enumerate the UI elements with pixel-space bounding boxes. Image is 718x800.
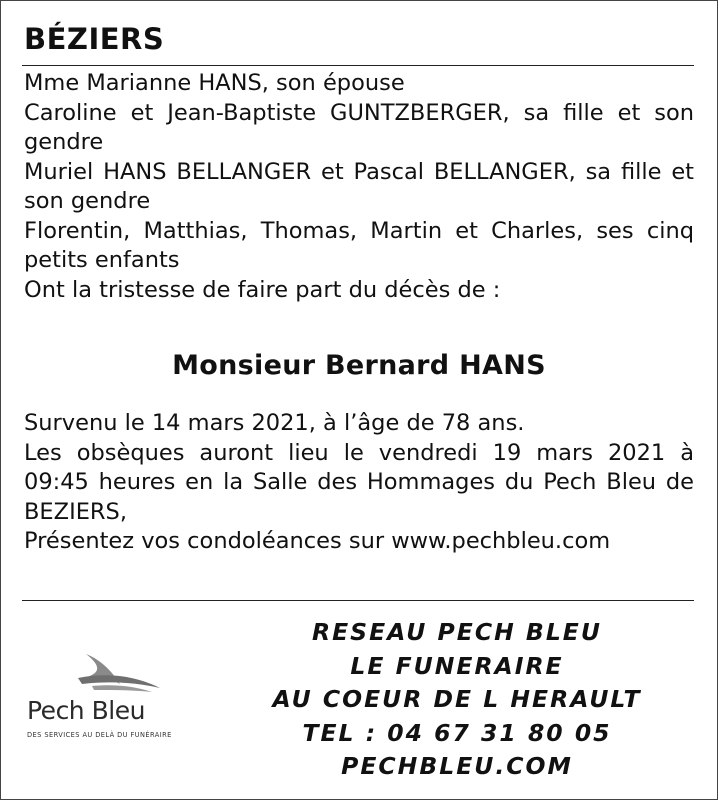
date-and-age: Survenu le 14 mars 2021, à l’âge de 78 ans. [24,410,525,436]
funeral-info: Les obsèques auront lieu le vendredi 19 mars 2021 à 09:45 heures en la Salle des Hommages du Pech Bleu de BEZIERS, [24,439,694,525]
condolences-line: Présentez vos condoléances sur www.pechbleu.com [24,528,611,554]
city-heading: BÉZIERS [24,22,165,56]
deceased-name: Monsieur Bernard HANS [172,350,546,381]
funeral-network-block [222,616,692,784]
top-divider [22,65,694,66]
family-line-daughter-1: Caroline et Jean-Baptiste GUNTZBERGER, sa fille et son gendre [24,99,694,155]
family-line-daughter-2: Muriel HANS BELLANGER et Pascal BELLANGER, sa fille et son gendre [24,158,694,214]
network-phone: TEL : 04 67 31 80 05 [302,718,612,747]
family-announcement [24,69,694,305]
wing-swoosh-icon [48,648,168,698]
logo-tagline: DES SERVICES AU DELÀ DU FUNÉRAIRE [27,731,172,739]
network-subtitle: LE FUNERAIRE [350,651,564,680]
network-website: PECHBLEU.COM [341,752,573,780]
logo-wordmark: Pech Bleu [27,696,145,725]
bottom-divider [22,600,694,601]
network-name: RESEAU PECH BLEU [312,618,602,646]
network-region: AU COEUR DE L HERAULT [272,685,642,713]
family-line-announcement: Ont la tristesse de faire part du décès de : [24,276,501,303]
funeral-details [24,409,694,557]
family-line-spouse: Mme Marianne HANS, son épouse [24,70,405,96]
family-line-grandchildren: Florentin, Matthias, Thomas, Martin et Charles, ses cinq petits enfants [24,217,694,273]
pech-bleu-logo [20,648,200,748]
